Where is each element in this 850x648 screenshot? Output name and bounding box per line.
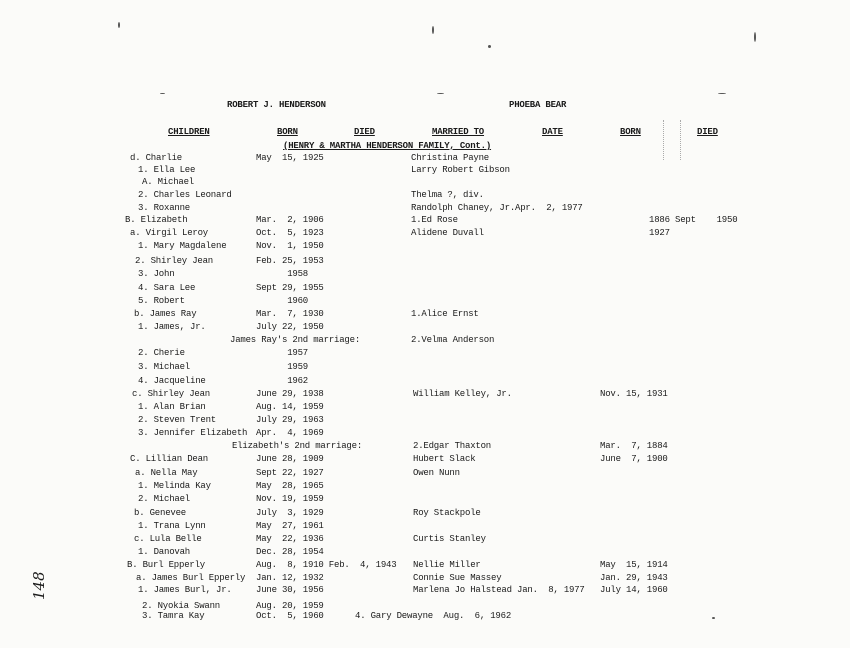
child-name: 1. Melinda Kay: [138, 481, 211, 491]
birth-date: Nov. 1, 1950: [256, 241, 324, 251]
marriage-note: Elizabeth's 2nd marriage:: [232, 441, 363, 451]
spouse-name: William Kelley, Jr.: [413, 389, 512, 399]
scan-speck: [488, 45, 491, 48]
birth-date: Aug. 20, 1959: [256, 601, 324, 611]
birth-date: May 27, 1961: [256, 521, 324, 531]
birth-date: Mar. 7, 1930: [256, 309, 324, 319]
page-number: 148: [30, 571, 48, 600]
birth-date: Apr. 4, 1969: [256, 428, 324, 438]
col-died-spouse: DIED: [697, 127, 718, 137]
scan-speck: [712, 617, 715, 619]
birth-date: 1957: [256, 348, 309, 358]
spouse-name: Connie Sue Massey: [413, 573, 502, 583]
child-name: 3. Tamra Kay: [142, 611, 205, 621]
husband-name: ROBERT J. HENDERSON: [227, 100, 326, 110]
child-name: 2. Shirley Jean: [135, 256, 214, 266]
spouse-dates: Mar. 7, 1884: [600, 441, 668, 451]
birth-date: May 15, 1925: [256, 153, 324, 163]
child-name: 2. Michael: [138, 494, 191, 504]
scan-speck: [718, 93, 726, 94]
child-name: 4. Jacqueline: [138, 376, 206, 386]
birth-date: 1958: [256, 269, 309, 279]
spouse-name: 2.Edgar Thaxton: [413, 441, 492, 451]
birth-date: May 28, 1965: [256, 481, 324, 491]
child-name: 1. James, Jr.: [138, 322, 206, 332]
child-name: 1. Alan Brian: [138, 402, 206, 412]
spouse-name: Thelma ?, div.: [411, 190, 484, 200]
spouse-dates: July 14, 1960: [600, 585, 668, 595]
child-name: 1. Mary Magdalene: [138, 241, 227, 251]
birth-date: Sept 22, 1927: [256, 468, 324, 478]
scan-speck: [432, 26, 434, 34]
col-born: BORN: [277, 127, 298, 137]
birth-date: July 3, 1929: [256, 508, 324, 518]
child-name: 5. Robert: [138, 296, 185, 306]
spouse-dates: 1886 Sept 1950: [649, 215, 738, 225]
spouse-name: Marlena Jo Halstead Jan. 8, 1977: [413, 585, 585, 595]
spouse-name: Nellie Miller: [413, 560, 481, 570]
child-name: C. Lillian Dean: [130, 454, 209, 464]
birth-date: Jan. 12, 1932: [256, 573, 324, 583]
child-name: 2. Steven Trent: [138, 415, 217, 425]
spouse-name: Owen Nunn: [413, 468, 460, 478]
child-name: b. James Ray: [134, 309, 197, 319]
birth-date: Aug. 14, 1959: [256, 402, 324, 412]
child-name: c. Lula Belle: [134, 534, 202, 544]
child-name: a. Virgil Leroy: [130, 228, 209, 238]
child-name: 2. Charles Leonard: [138, 190, 232, 200]
birth-date: Feb. 25, 1953: [256, 256, 324, 266]
child-name: b. Genevee: [134, 508, 187, 518]
birth-date: Aug. 8, 1910 Feb. 4, 1943: [256, 560, 397, 570]
scan-speck: [437, 93, 444, 94]
birth-date: July 29, 1963: [256, 415, 324, 425]
col-children: CHILDREN: [168, 127, 210, 137]
birth-date: 1962: [256, 376, 309, 386]
spouse-name: 4. Gary Dewayne Aug. 6, 1962: [355, 611, 512, 621]
family-heading: (HENRY & MARTHA HENDERSON FAMILY, Cont.): [283, 141, 492, 151]
scan-dotted-line: [680, 120, 681, 160]
child-name: d. Charlie: [130, 153, 183, 163]
spouse-name: Roy Stackpole: [413, 508, 481, 518]
birth-date: Dec. 28, 1954: [256, 547, 324, 557]
spouse-dates: June 7, 1900: [600, 454, 668, 464]
birth-date: Mar. 2, 1906: [256, 215, 324, 225]
birth-date: June 29, 1938: [256, 389, 324, 399]
child-name: 3. Jennifer Elizabeth: [138, 428, 248, 438]
marriage-note: James Ray's 2nd marriage:: [230, 335, 361, 345]
child-name: 1. Trana Lynn: [138, 521, 206, 531]
spouse-name: Alidene Duvall: [411, 228, 484, 238]
birth-date: June 30, 1956: [256, 585, 324, 595]
spouse-name: Hubert Slack: [413, 454, 476, 464]
birth-date: 1960: [256, 296, 309, 306]
child-name: B. Elizabeth: [125, 215, 188, 225]
spouse-name: 1.Alice Ernst: [411, 309, 479, 319]
child-name: c. Shirley Jean: [132, 389, 211, 399]
spouse-name: Larry Robert Gibson: [411, 165, 510, 175]
child-name: A. Michael: [142, 177, 195, 187]
spouse-dates: 1927: [649, 228, 670, 238]
child-name: 3. Roxanne: [138, 203, 191, 213]
birth-date: July 22, 1950: [256, 322, 324, 332]
child-name: B. Burl Epperly: [127, 560, 206, 570]
spouse-dates: May 15, 1914: [600, 560, 668, 570]
wife-name: PHOEBA BEAR: [509, 100, 567, 110]
col-died: DIED: [354, 127, 375, 137]
child-name: 3. Michael: [138, 362, 191, 372]
spouse-dates: Jan. 29, 1943: [600, 573, 668, 583]
scan-speck: [754, 32, 756, 42]
scan-dotted-line: [663, 120, 664, 160]
child-name: 2. Cherie: [138, 348, 185, 358]
spouse-name: Christina Payne: [411, 153, 490, 163]
child-name: a. James Burl Epperly: [136, 573, 246, 583]
child-name: a. Nella May: [135, 468, 198, 478]
child-name: 4. Sara Lee: [138, 283, 196, 293]
spouse-name: 1.Ed Rose: [411, 215, 458, 225]
birth-date: Sept 29, 1955: [256, 283, 324, 293]
birth-date: June 28, 1909: [256, 454, 324, 464]
spouse-name: 2.Velma Anderson: [411, 335, 495, 345]
spouse-name: Curtis Stanley: [413, 534, 486, 544]
child-name: 1. James Burl, Jr.: [138, 585, 232, 595]
child-name: 2. Nyokia Swann: [142, 601, 221, 611]
spouse-dates: Nov. 15, 1931: [600, 389, 668, 399]
birth-date: Oct. 5, 1960: [256, 611, 324, 621]
spouse-name: Randolph Chaney, Jr.Apr. 2, 1977: [411, 203, 583, 213]
birth-date: Nov. 19, 1959: [256, 494, 324, 504]
child-name: 3. John: [138, 269, 175, 279]
scan-speck: [160, 93, 165, 94]
scan-speck: [118, 22, 120, 28]
col-married-to: MARRIED TO: [432, 127, 485, 137]
col-born-spouse: BORN: [620, 127, 641, 137]
col-date: DATE: [542, 127, 563, 137]
birth-date: Oct. 5, 1923: [256, 228, 324, 238]
child-name: 1. Danovah: [138, 547, 191, 557]
birth-date: 1959: [256, 362, 309, 372]
child-name: 1. Ella Lee: [138, 165, 196, 175]
birth-date: May 22, 1936: [256, 534, 324, 544]
